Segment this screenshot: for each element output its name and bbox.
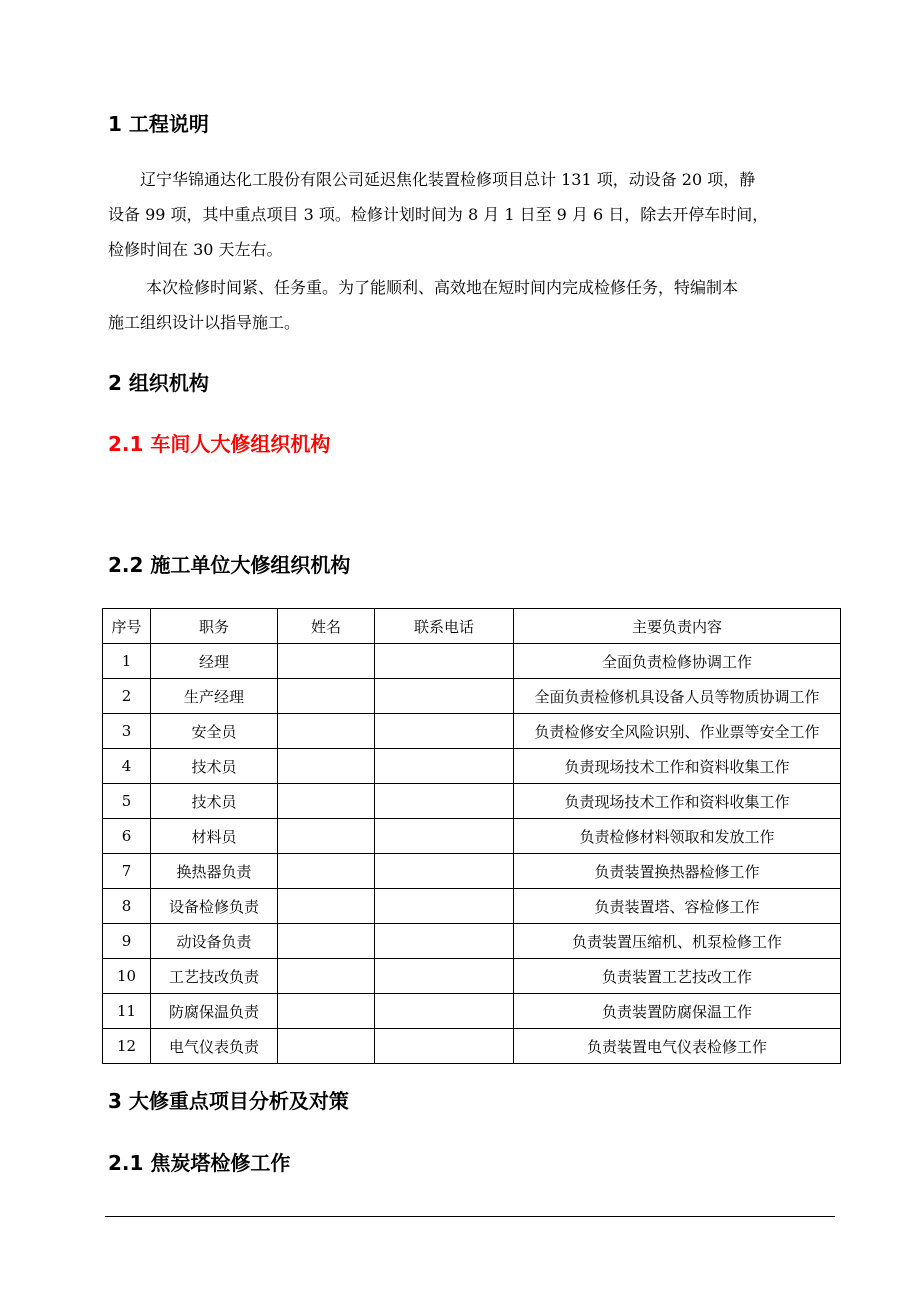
paragraph-line: 辽宁华锦通达化工股份有限公司延迟焦化装置检修项目总计 131 项，动设备 20 项，静 — [140, 170, 756, 189]
header-cell-phone: 联系电话 — [375, 609, 514, 644]
cell-index: 12 — [103, 1029, 151, 1064]
cell-position: 材料员 — [151, 819, 278, 854]
table-row — [103, 994, 841, 1029]
cell-phone — [375, 784, 514, 819]
cell-name — [278, 959, 375, 994]
cell-name — [278, 924, 375, 959]
cell-duty: 负责装置换热器检修工作 — [514, 854, 841, 889]
header-cell-duty: 主要负责内容 — [514, 609, 841, 644]
cell-duty: 负责检修材料领取和发放工作 — [514, 819, 841, 854]
table-row — [103, 854, 841, 889]
paragraph-line: 检修时间在 30 天左右。 — [108, 240, 283, 259]
cell-duty: 负责现场技术工作和资料收集工作 — [514, 749, 841, 784]
cell-duty: 负责装置工艺技改工作 — [514, 959, 841, 994]
table-row — [103, 959, 841, 994]
cell-phone — [375, 994, 514, 1029]
section-3-heading: 3 大修重点项目分析及对策 — [108, 1089, 349, 1113]
table-row — [103, 924, 841, 959]
table-row — [103, 714, 841, 749]
cell-index: 1 — [103, 644, 151, 679]
cell-name — [278, 854, 375, 889]
cell-position: 技术员 — [151, 749, 278, 784]
table-row — [103, 644, 841, 679]
cell-phone — [375, 749, 514, 784]
cell-duty: 负责现场技术工作和资料收集工作 — [514, 784, 841, 819]
section-1-paragraph-1 — [108, 162, 833, 267]
table-header-row — [103, 609, 841, 644]
cell-duty: 全面负责检修机具设备人员等物质协调工作 — [514, 679, 841, 714]
cell-duty: 全面负责检修协调工作 — [514, 644, 841, 679]
cell-duty: 负责装置防腐保温工作 — [514, 994, 841, 1029]
paragraph-line: 本次检修时间紧、任务重。为了能顺利、高效地在短时间内完成检修任务，特编制本 — [146, 278, 739, 297]
cell-phone — [375, 959, 514, 994]
cell-name — [278, 714, 375, 749]
cell-phone — [375, 679, 514, 714]
cell-position: 技术员 — [151, 784, 278, 819]
header-cell-position: 职务 — [151, 609, 278, 644]
cell-name — [278, 644, 375, 679]
cell-position: 工艺技改负责 — [151, 959, 278, 994]
cell-phone — [375, 889, 514, 924]
section-1-paragraph-2 — [108, 270, 833, 340]
table-row — [103, 749, 841, 784]
table-row — [103, 784, 841, 819]
cell-index: 11 — [103, 994, 151, 1029]
table-row — [103, 889, 841, 924]
cell-position: 安全员 — [151, 714, 278, 749]
cell-phone — [375, 644, 514, 679]
header-cell-name: 姓名 — [278, 609, 375, 644]
table-row — [103, 819, 841, 854]
cell-index: 8 — [103, 889, 151, 924]
cell-index: 2 — [103, 679, 151, 714]
cell-name — [278, 819, 375, 854]
cell-name — [278, 749, 375, 784]
cell-phone — [375, 819, 514, 854]
table-body — [103, 644, 841, 1064]
section-2-2-heading: 2.2 施工单位大修组织机构 — [108, 553, 351, 577]
section-1-heading: 1 工程说明 — [108, 112, 209, 136]
cell-index: 5 — [103, 784, 151, 819]
cell-duty: 负责检修安全风险识别、作业票等安全工作 — [514, 714, 841, 749]
cell-phone — [375, 1029, 514, 1064]
cell-name — [278, 679, 375, 714]
section-2-heading: 2 组织机构 — [108, 371, 209, 395]
cell-phone — [375, 924, 514, 959]
paragraph-line: 施工组织设计以指导施工。 — [108, 313, 301, 332]
cell-duty: 负责装置压缩机、机泵检修工作 — [514, 924, 841, 959]
table-row — [103, 679, 841, 714]
cell-index: 10 — [103, 959, 151, 994]
section-3-1-heading: 2.1 焦炭塔检修工作 — [108, 1151, 291, 1175]
cell-name — [278, 784, 375, 819]
header-cell-index: 序号 — [103, 609, 151, 644]
organization-table — [102, 608, 841, 1064]
section-2-1-heading: 2.1 车间人大修组织机构 — [108, 432, 331, 456]
cell-index: 4 — [103, 749, 151, 784]
cell-index: 6 — [103, 819, 151, 854]
cell-phone — [375, 854, 514, 889]
cell-position: 设备检修负责 — [151, 889, 278, 924]
cell-position: 电气仪表负责 — [151, 1029, 278, 1064]
cell-index: 3 — [103, 714, 151, 749]
cell-index: 7 — [103, 854, 151, 889]
cell-name — [278, 889, 375, 924]
cell-index: 9 — [103, 924, 151, 959]
cell-name — [278, 994, 375, 1029]
cell-phone — [375, 714, 514, 749]
cell-duty: 负责装置塔、容检修工作 — [514, 889, 841, 924]
footer-divider — [105, 1216, 835, 1217]
cell-name — [278, 1029, 375, 1064]
cell-position: 生产经理 — [151, 679, 278, 714]
cell-position: 动设备负责 — [151, 924, 278, 959]
paragraph-line: 设备 99 项，其中重点项目 3 项。检修计划时间为 8 月 1 日至 9 月 6 日，除去开停车时间， — [108, 205, 769, 224]
cell-duty: 负责装置电气仪表检修工作 — [514, 1029, 841, 1064]
cell-position: 换热器负责 — [151, 854, 278, 889]
cell-position: 防腐保温负责 — [151, 994, 278, 1029]
table-row — [103, 1029, 841, 1064]
cell-position: 经理 — [151, 644, 278, 679]
